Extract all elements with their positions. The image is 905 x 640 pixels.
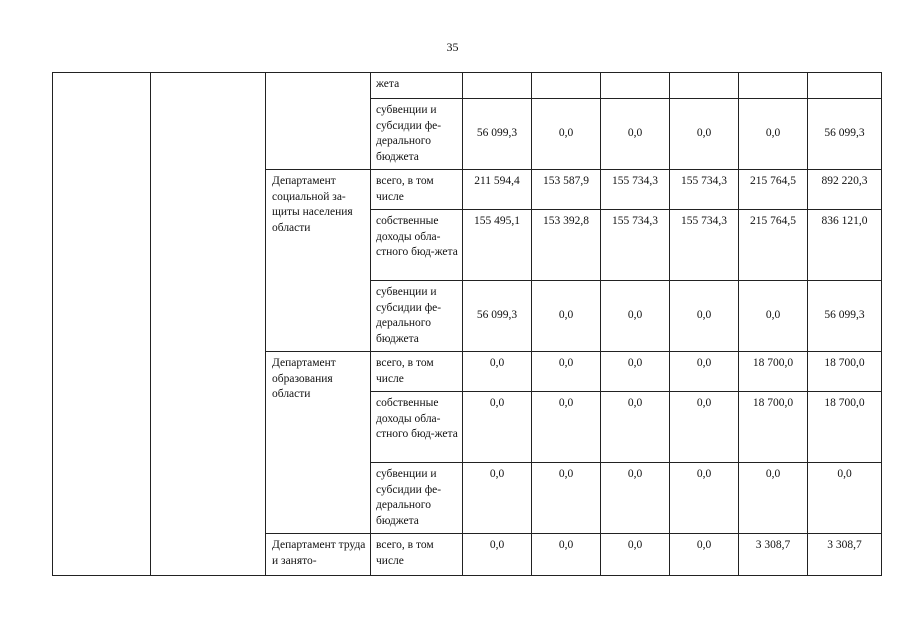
value-cell: 0,0 xyxy=(808,463,882,534)
value-cell: 0,0 xyxy=(670,463,739,534)
value-cell: 0,0 xyxy=(601,463,670,534)
value-cell xyxy=(670,73,739,99)
funding-source-cell: собственные доходы обла-стного бюд-жета xyxy=(371,392,463,463)
value-cell: 3 308,7 xyxy=(808,534,882,576)
value-cell xyxy=(601,73,670,99)
value-cell: 18 700,0 xyxy=(808,392,882,463)
value-cell: 0,0 xyxy=(601,534,670,576)
value-cell: 56 099,3 xyxy=(808,99,882,170)
value-cell: 0,0 xyxy=(739,463,808,534)
value-cell: 3 308,7 xyxy=(739,534,808,576)
value-cell: 0,0 xyxy=(601,392,670,463)
value-cell: 0,0 xyxy=(532,534,601,576)
value-cell: 18 700,0 xyxy=(808,352,882,392)
funding-source-cell: всего, в том числе xyxy=(371,170,463,210)
value-cell: 892 220,3 xyxy=(808,170,882,210)
value-cell: 56 099,3 xyxy=(808,281,882,352)
funding-source-cell: субвенции и субсидии фе-дерального бюджета xyxy=(371,463,463,534)
value-cell: 56 099,3 xyxy=(463,99,532,170)
department-cell: Департамент образования области xyxy=(266,352,371,534)
value-cell: 0,0 xyxy=(601,281,670,352)
budget-table xyxy=(52,72,882,576)
value-cell xyxy=(532,73,601,99)
value-cell: 0,0 xyxy=(463,534,532,576)
value-cell: 215 764,5 xyxy=(739,210,808,281)
department-cell xyxy=(266,73,371,170)
value-cell: 0,0 xyxy=(532,463,601,534)
value-cell: 0,0 xyxy=(463,463,532,534)
value-cell: 0,0 xyxy=(670,352,739,392)
value-cell: 155 734,3 xyxy=(670,210,739,281)
funding-source-cell: субвенции и субсидии фе-дерального бюджета xyxy=(371,281,463,352)
value-cell: 0,0 xyxy=(532,392,601,463)
value-cell: 56 099,3 xyxy=(463,281,532,352)
value-cell: 153 392,8 xyxy=(532,210,601,281)
value-cell: 155 495,1 xyxy=(463,210,532,281)
value-cell: 0,0 xyxy=(670,99,739,170)
value-cell xyxy=(463,73,532,99)
funding-source-cell: жета xyxy=(371,73,463,99)
department-cell: Департамент социальной за-щиты населения области xyxy=(266,170,371,352)
value-cell: 155 734,3 xyxy=(601,170,670,210)
program-cell xyxy=(53,73,151,576)
value-cell: 155 734,3 xyxy=(670,170,739,210)
funding-source-cell: всего, в том числе xyxy=(371,534,463,576)
value-cell: 0,0 xyxy=(739,99,808,170)
funding-source-cell: собственные доходы обла-стного бюд-жета xyxy=(371,210,463,281)
value-cell: 0,0 xyxy=(670,534,739,576)
subprogram-cell xyxy=(151,73,266,576)
value-cell: 0,0 xyxy=(532,352,601,392)
page-number: 35 xyxy=(446,40,459,54)
value-cell xyxy=(808,73,882,99)
value-cell: 0,0 xyxy=(463,392,532,463)
value-cell: 18 700,0 xyxy=(739,352,808,392)
value-cell: 0,0 xyxy=(463,352,532,392)
department-cell: Департамент труда и занято- xyxy=(266,534,371,576)
value-cell: 0,0 xyxy=(532,99,601,170)
funding-source-cell: всего, в том числе xyxy=(371,352,463,392)
value-cell: 0,0 xyxy=(739,281,808,352)
value-cell: 155 734,3 xyxy=(601,210,670,281)
value-cell: 0,0 xyxy=(601,99,670,170)
value-cell: 18 700,0 xyxy=(739,392,808,463)
value-cell: 211 594,4 xyxy=(463,170,532,210)
value-cell: 153 587,9 xyxy=(532,170,601,210)
value-cell: 215 764,5 xyxy=(739,170,808,210)
value-cell: 0,0 xyxy=(601,352,670,392)
value-cell: 0,0 xyxy=(532,281,601,352)
funding-source-cell: субвенции и субсидии фе-дерального бюджета xyxy=(371,99,463,170)
value-cell: 0,0 xyxy=(670,281,739,352)
value-cell: 0,0 xyxy=(670,392,739,463)
table-row xyxy=(53,73,882,99)
value-cell xyxy=(739,73,808,99)
value-cell: 836 121,0 xyxy=(808,210,882,281)
